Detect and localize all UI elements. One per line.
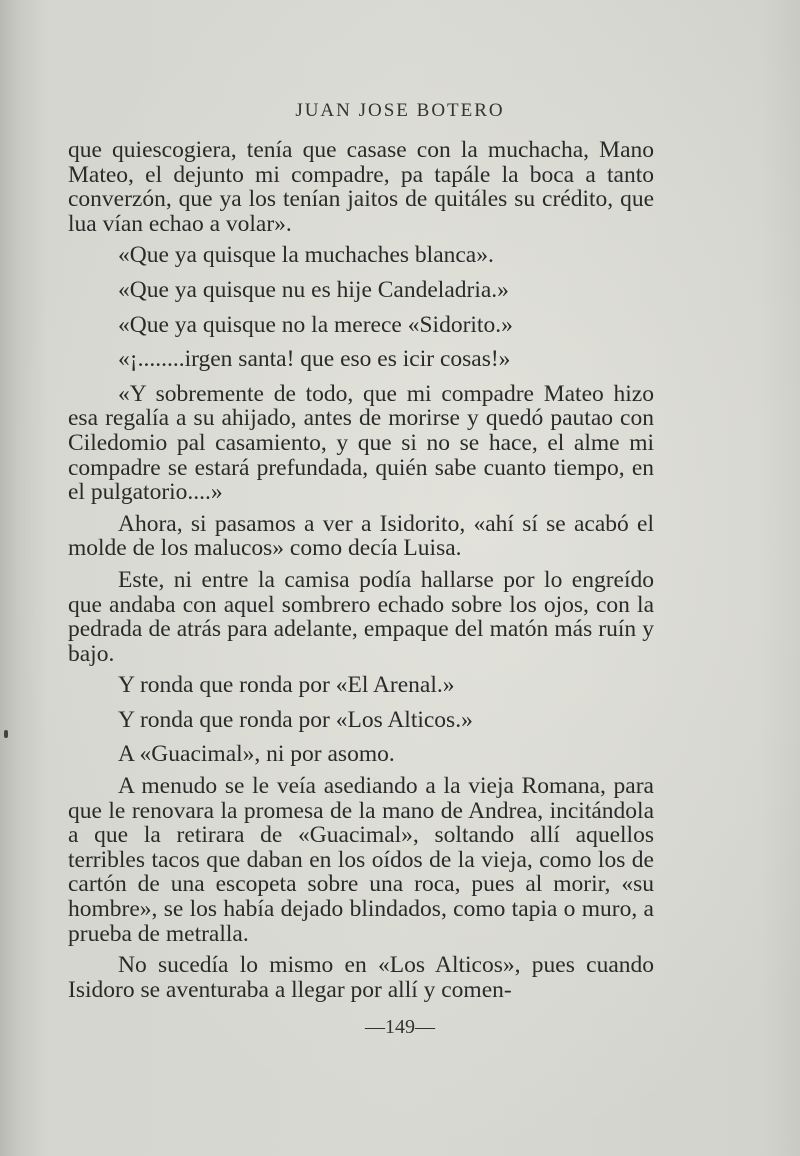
paragraph: Ahora, si pasamos a ver a Isidorito, «ahí sí se acabó el molde de los malucos» como decía Luisa.	[68, 510, 654, 562]
paragraph: A «Guacimal», ni por asomo.	[118, 741, 395, 768]
running-head: JUAN JOSE BOTERO	[295, 100, 505, 121]
paragraph: «Que ya quisque nu es hije Candeladria.»	[118, 276, 509, 303]
paragraph: Y ronda que ronda por «El Arenal.»	[118, 672, 455, 699]
page-number: —149—	[365, 1016, 435, 1038]
margin-speck	[4, 730, 8, 738]
paragraph: «Que ya quisque la muchaches blanca».	[118, 242, 494, 269]
paragraph: Este, ni entre la camisa podía hallarse por lo engreído que andaba con aquel sombrero echado sobre los ojos, con la pedrada de atrás para adelante, empaque del matón más ruín y bajo.	[68, 566, 654, 667]
body-text	[68, 138, 654, 1009]
paragraph: No sucedía lo mismo en «Los Alticos», pues cuando Isidoro se aventuraba a llegar por allí y comen-	[68, 952, 654, 1003]
paragraph: «¡........irgen santa! que eso es icir cosas!»	[118, 346, 511, 373]
paragraph: «Y sobremente de todo, que mi compadre Mateo hizo esa regalía a su ahijado, antes de morirse y quedó pautao con Ciledomio pal casamiento, y que si no se hace, el alme mi compadre se estará prefundada, quién sabe cuanto tiempo, en el pulgatorio....»	[68, 380, 654, 506]
paragraph: que quiescogiera, tenía que casase con la muchacha, Mano Mateo, el dejunto mi compadre, pa tapále la boca a tanto converzón, que ya los tenían jaitos de quitáles su crédito, que lua vían echao a volar».	[68, 137, 654, 237]
paragraph: Y ronda que ronda por «Los Alticos.»	[118, 706, 473, 733]
paragraph: «Que ya quisque no la merece «Sidorito.»	[118, 311, 513, 338]
paragraph: A menudo se le veía asediando a la vieja Romana, para que le renovara la promesa de la mano de Andrea, incitándola a que la retirara de «Guacimal», soltando allí aquellos terribles tacos que daban en los oídos de la vieja, como los de cartón de una escopeta sobre una roca, pues al morir, «su hombre», se los había dejado blindados, como tapia o muro, a prueba de metralla.	[68, 773, 654, 947]
